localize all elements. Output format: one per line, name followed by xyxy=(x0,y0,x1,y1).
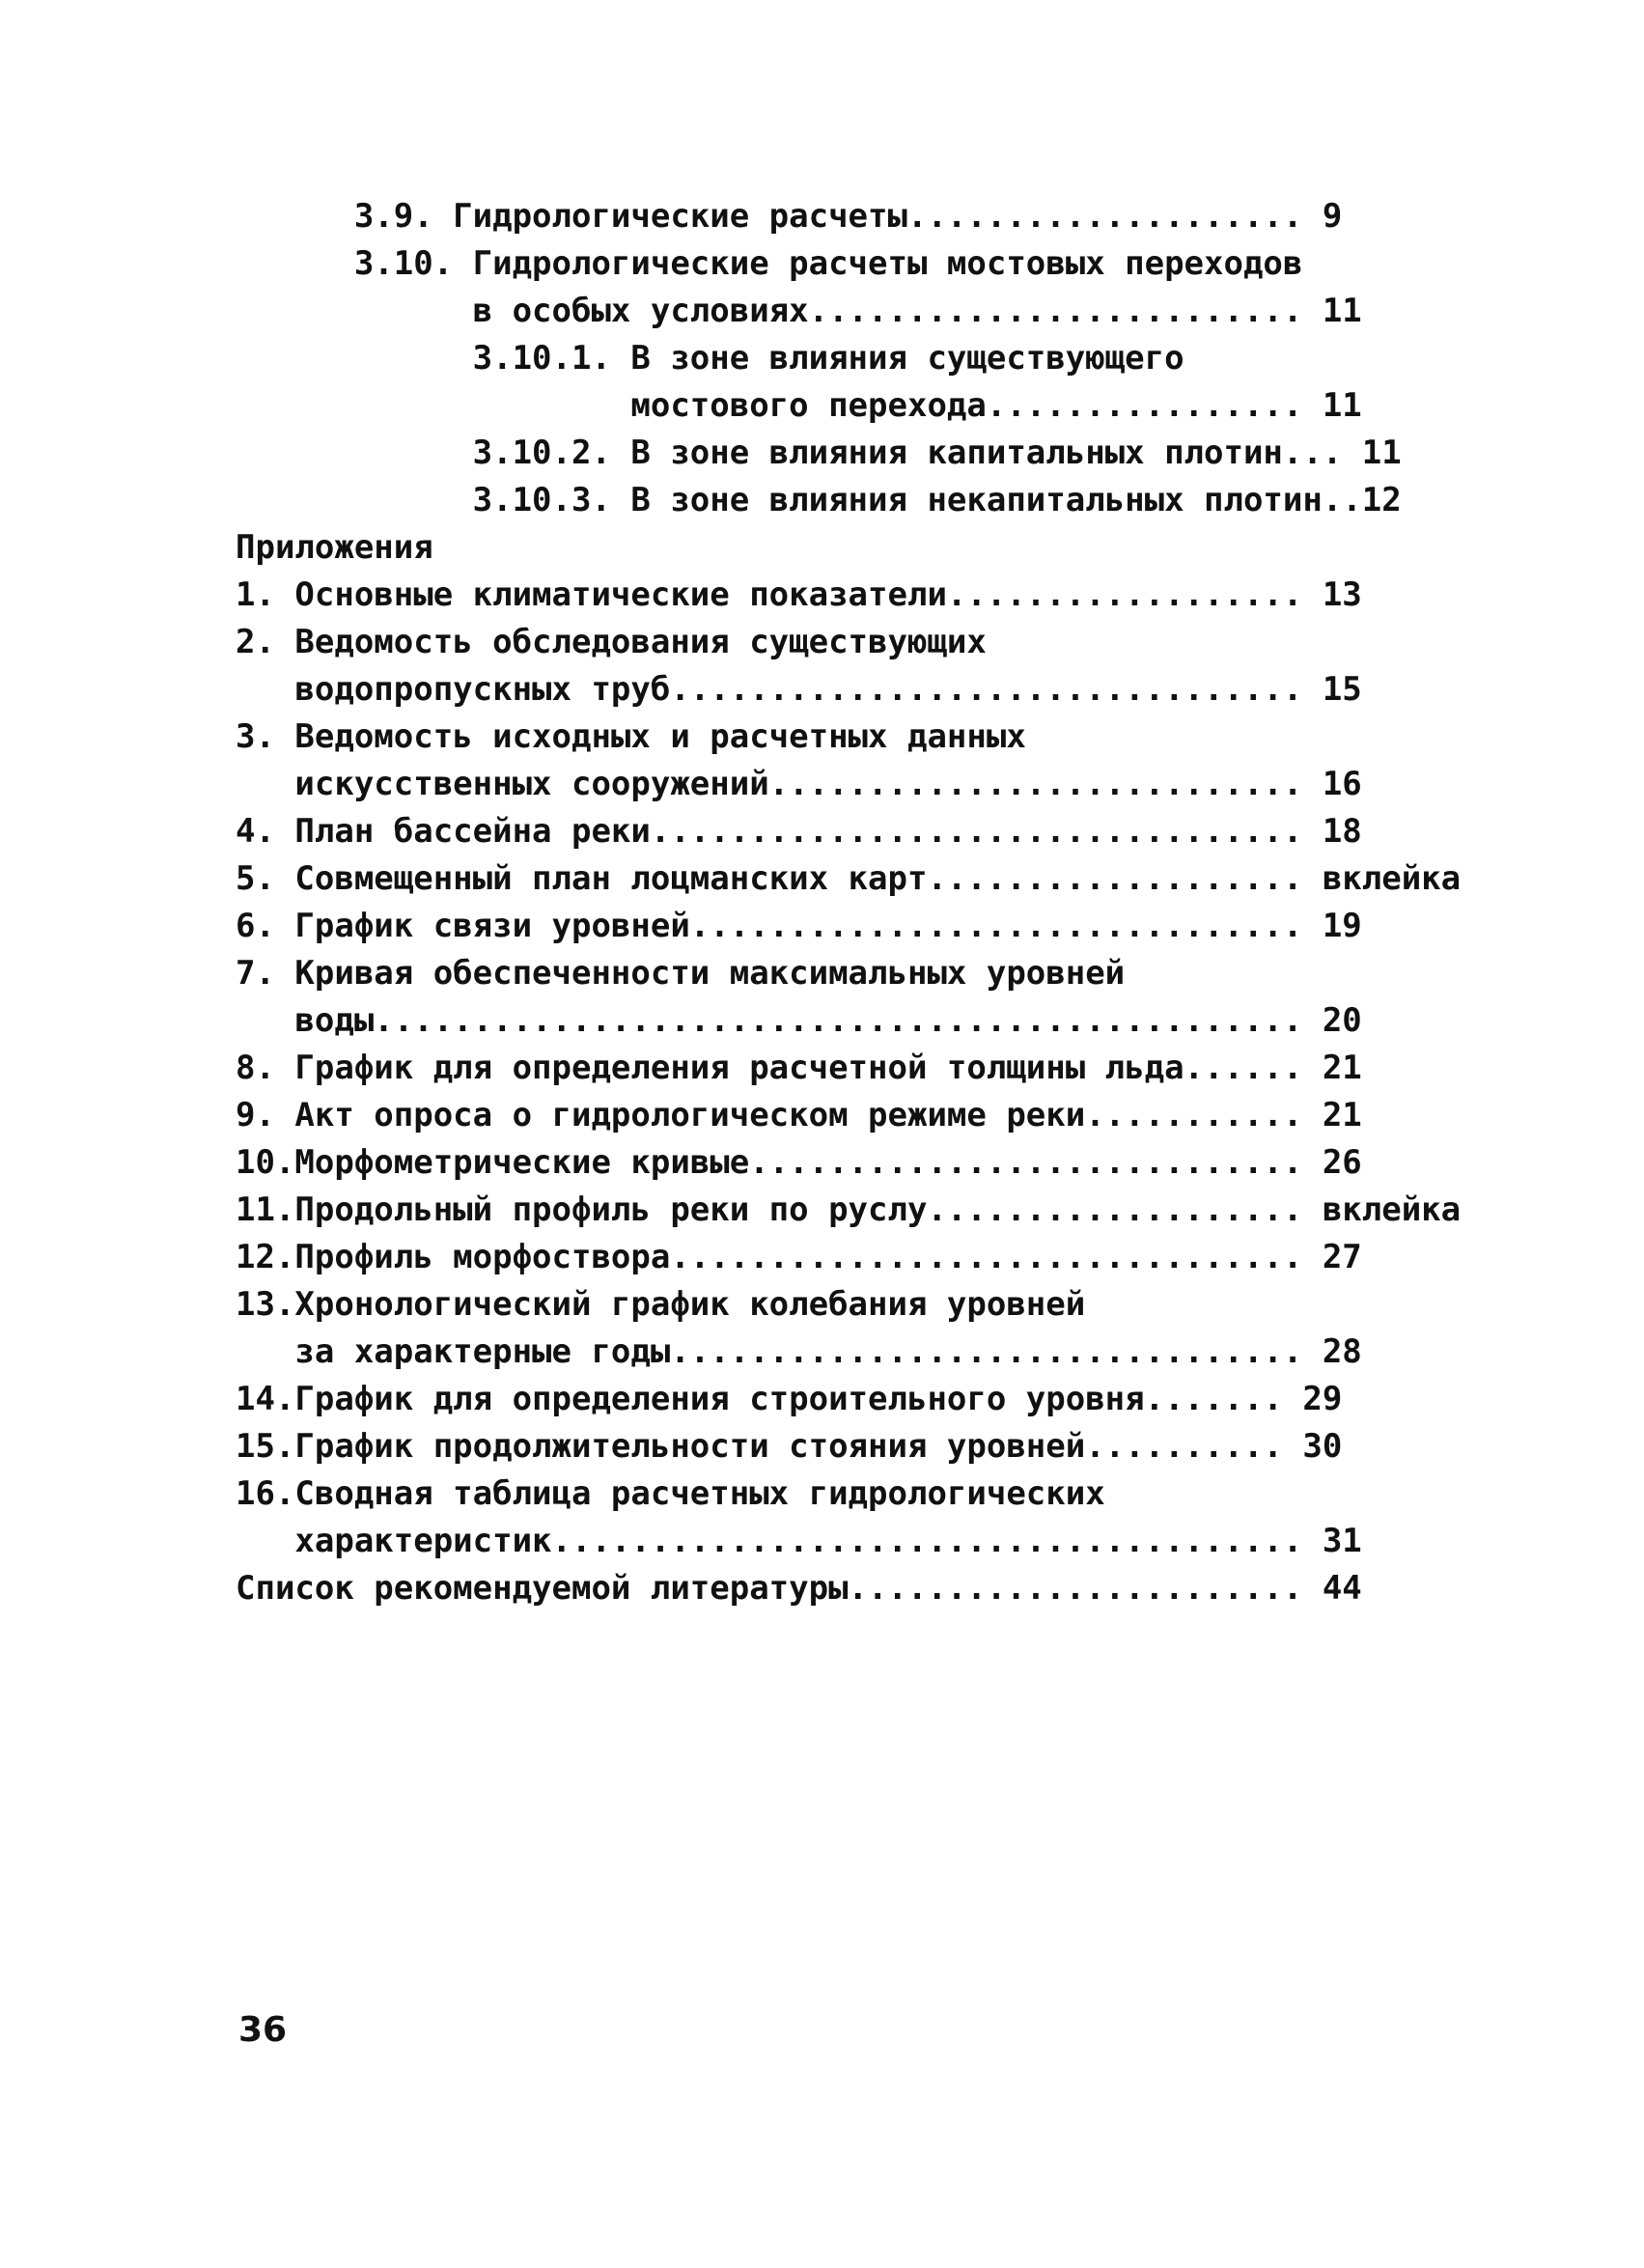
toc-line: воды............................................... 20 xyxy=(236,1001,1362,1040)
toc-line: 8. График для определения расчетной толщины льда...... 21 xyxy=(236,1049,1362,1087)
toc-line: 16.Сводная таблица расчетных гидрологических xyxy=(236,1474,1105,1513)
toc-line: мостового перехода................ 11 xyxy=(236,386,1362,425)
toc-line: 3.10.3. В зоне влияния некапитальных плотин..12 xyxy=(236,481,1402,519)
table-of-contents xyxy=(236,193,1462,1612)
toc-line: за характерные годы................................ 28 xyxy=(236,1332,1362,1371)
toc-line: 3.10.1. В зоне влияния существующего xyxy=(236,339,1184,378)
toc-line: 3. Ведомость исходных и расчетных данных xyxy=(236,717,1026,756)
page-number: 36 xyxy=(238,2010,288,2050)
toc-line: в особых условиях......................... 11 xyxy=(236,292,1362,330)
toc-line: 4. План бассейна реки................................. 18 xyxy=(236,812,1362,851)
toc-line: водопропускных труб................................ 15 xyxy=(236,670,1362,709)
toc-line: 2. Ведомость обследования существующих xyxy=(236,623,987,661)
toc-line: 13.Хронологический график колебания уровней xyxy=(236,1285,1086,1324)
toc-line: 9. Акт опроса о гидрологическом режиме реки........... 21 xyxy=(236,1096,1362,1134)
toc-section-heading: Приложения xyxy=(236,528,433,567)
toc-line: 1. Основные климатические показатели.................. 13 xyxy=(236,575,1362,614)
toc-line: 5. Совмещенный план лоцманских карт................... вклейка xyxy=(236,859,1462,898)
toc-line: 3.10.2. В зоне влияния капитальных плотин... 11 xyxy=(236,434,1402,472)
toc-line: 3.9. Гидрологические расчеты.................... 9 xyxy=(236,197,1343,236)
toc-line: 10.Морфометрические кривые............................ 26 xyxy=(236,1143,1362,1182)
toc-line: 6. График связи уровней............................... 19 xyxy=(236,907,1362,945)
toc-line: характеристик...................................... 31 xyxy=(236,1522,1362,1560)
toc-line: 7. Кривая обеспеченности максимальных уровней xyxy=(236,954,1126,993)
toc-line: 11.Продольный профиль реки по руслу................... вклейка xyxy=(236,1190,1462,1229)
toc-line: Список рекомендуемой литературы....................... 44 xyxy=(236,1569,1362,1608)
toc-line: 15.График продолжительности стояния уровней.......... 30 xyxy=(236,1427,1343,1466)
toc-line: 12.Профиль морфоствора................................ 27 xyxy=(236,1238,1362,1276)
toc-line: 14.График для определения строительного уровня....... 29 xyxy=(236,1380,1343,1418)
toc-line: 3.10. Гидрологические расчеты мостовых переходов xyxy=(236,244,1303,283)
toc-line: искусственных сооружений........................... 16 xyxy=(236,765,1362,803)
